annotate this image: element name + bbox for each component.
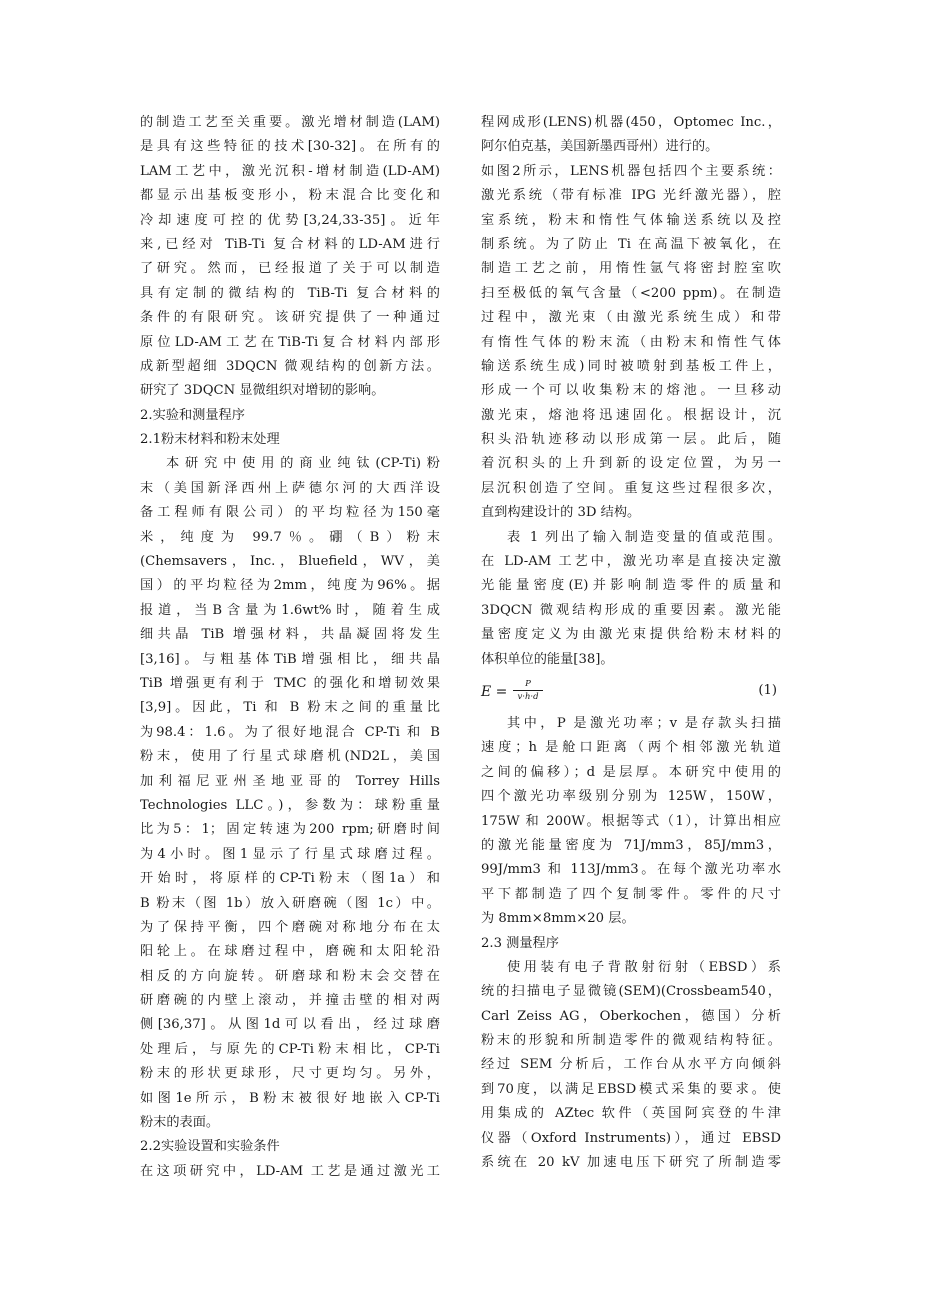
text-line: 仪器（Oxford Instruments)），通过 EBSD [481, 1130, 781, 1146]
text-line: 的激光能量密度为 71J/mm3，85J/mm3， [481, 837, 781, 853]
right-column [481, 111, 781, 1175]
text-line: 本研究中使用的商业纯钛(CP-Ti)粉 [166, 456, 440, 472]
text-line: 积头沿轨迹移动以形成第一层。此后，随 [481, 432, 781, 448]
text-line: 制系统。为了防止 Ti 在高温下被氧化，在 [481, 236, 781, 252]
text-line: 阿尔伯克基，美国新墨西哥州）进行的。 [481, 139, 719, 155]
text-line: 激光束，熔池将迅速固化。根据设计，沉 [481, 407, 781, 423]
text-line: Carl Zeiss AG，Oberkochen，德国）分析 [481, 1008, 781, 1024]
text-line: 直到构建设计的 3D 结构。 [481, 505, 641, 521]
text-line: 在 LD-AM 工艺中，激光功率是直接决定激 [481, 554, 781, 570]
text-line: 有惰性气体的粉末流（由粉末和惰性气体 [481, 334, 781, 350]
text-line: 原位LD-AM工艺在TiB-Ti复合材料内部形 [140, 334, 440, 350]
text-line: 量密度定义为由激光束提供给粉末材料的 [481, 627, 781, 643]
text-line: 为 8mm×8mm×20 层。 [481, 911, 635, 927]
text-line: 之间的偏移）；d 是层厚。本研究中使用的 [481, 764, 781, 780]
text-line: [3,9]。因此，Ti 和 B 粉末之间的重量比 [140, 700, 440, 716]
text-line: 经过 SEM 分析后，工作台从水平方向倾斜 [481, 1057, 781, 1073]
text-line: 国）的平均粒径为2mm，纯度为96%。据 [140, 578, 440, 594]
text-line: 细共晶 TiB 增强材料，共晶凝固将发生 [140, 627, 440, 643]
right-column-bottom-text [481, 712, 781, 1175]
text-line: 的制造工艺至关重要。激光增材制造(LAM) [140, 115, 440, 130]
text-line: 冷却速度可控的优势[3,24,33-35]。近年 [140, 212, 440, 228]
text-line: 激光系统（带有标准 IPG 光纤激光器），腔 [481, 188, 781, 204]
text-line: TiB 增强更有利于 TMC 的强化和增韧效果 [140, 675, 440, 691]
text-line: (Chemsavers，Inc.，Bluefield，WV，美 [140, 554, 440, 570]
equation-fraction [513, 678, 543, 703]
text-line: 处理后，与原先的CP-Ti粉末相比，CP-Ti [140, 1041, 440, 1057]
text-line: 在这项研究中，LD-AM 工艺是通过激光工 [140, 1163, 440, 1179]
text-line: 程网成形(LENS)机器(450，Optomec Inc.， [481, 115, 781, 130]
text-line: 过程中，激光束（由激光系统生成）和带 [481, 310, 781, 326]
text-line: 光能量密度(E)并影响制造零件的质量和 [481, 578, 781, 594]
text-line: 形成一个可以收集粉末的熔池。一旦移动 [481, 383, 781, 399]
equation-denominator: v·h·d [517, 691, 539, 702]
text-line: 相反的方向旋转。研磨球和粉末会交替在 [140, 968, 440, 984]
text-line: 具有定制的微结构的 TiB-Ti 复合材料的 [140, 285, 440, 301]
text-line: 平下都制造了四个复制零件。零件的尺寸 [481, 886, 781, 902]
text-line: 如图1e所示，B粉末被很好地嵌入CP-Ti [140, 1090, 440, 1106]
text-line: 系统在 20 kV 加速电压下研究了所制造零 [481, 1155, 781, 1171]
text-line: 层沉积创造了空间。重复这些过程很多次， [481, 480, 781, 496]
text-line: 着沉积头的上升到新的设定位置，为另一 [481, 456, 781, 472]
text-line: 粉末，使用了行星式球磨机(ND2L，美国 [140, 749, 440, 765]
text-line: 到70度，以满足EBSD模式采集的要求。使 [481, 1081, 781, 1097]
text-line: 侧[36,37]。从图1d可以看出，经过球磨 [140, 1017, 440, 1033]
text-line: 如图2所示，LENS机器包括四个主要系统： [481, 163, 781, 179]
text-line: 加利福尼亚州圣地亚哥的 Torrey Hills [140, 773, 440, 789]
left-column [140, 111, 440, 1184]
text-line: 末（美国新泽西州上萨德尔河的大西洋设 [140, 480, 440, 496]
equation-numerator: P [513, 678, 543, 691]
text-line: 3DQCN 微观结构形成的重要因素。激光能 [481, 602, 781, 618]
text-line: 粉末的形状更球形，尺寸更均匀。另外， [140, 1066, 440, 1082]
text-line: 为了保持平衡，四个磨碗对称地分布在太 [140, 919, 440, 935]
text-line: 来,已经对 TiB-Ti 复合材料的LD-AM进行 [140, 236, 440, 252]
text-line: 开始时，将原样的CP-Ti粉末（图1a）和 [140, 871, 440, 887]
text-line: B 粉末（图 1b）放入研磨碗（图 1c）中。 [140, 895, 440, 911]
text-line: 2.3 测量程序 [481, 935, 559, 951]
text-line: 175W 和 200W。根据等式（1），计算出相应 [481, 813, 781, 829]
text-line: 米，纯度为 99.7％。硼（B）粉末 [140, 529, 440, 545]
equation-lhs: E = [481, 683, 508, 700]
text-line: 99J/mm3 和 113J/mm3。在每个激光功率水 [481, 862, 781, 878]
equation-number: (1) [758, 682, 777, 698]
text-line: 四个激光功率级别分别为 125W，150W， [481, 789, 781, 805]
text-line: 了研究。然而，已经报道了关于可以制造 [140, 261, 440, 277]
text-line: 为98.4：1.6。为了很好地混合 CP-Ti 和 B [140, 724, 440, 740]
text-line: 比为5：1；固定转速为200 rpm;研磨时间 [140, 822, 440, 838]
text-line: 表 1 列出了输入制造变量的值或范围。 [507, 529, 781, 545]
text-line: 输送系统生成)同时被喷射到基板工件上， [481, 358, 781, 374]
text-line: 阳轮上。在球磨过程中，磨碗和太阳轮沿 [140, 944, 440, 960]
text-line: 成新型超细 3DQCN 微观结构的创新方法。 [140, 358, 440, 374]
text-line: 室系统，粉末和惰性气体输送系统以及控 [481, 212, 781, 228]
text-line: 2.实验和测量程序 [140, 407, 245, 423]
text-line: 2.2实验设置和实验条件 [140, 1139, 280, 1155]
text-line: 备工程师有限公司）的平均粒径为150毫 [140, 505, 440, 521]
text-line: [3,16]。与粗基体TiB增强相比，细共晶 [140, 651, 440, 667]
text-line: 使用装有电子背散射衍射（EBSD）系 [507, 959, 781, 975]
text-line: 粉末的形貌和所制造零件的微观结构特征。 [481, 1033, 781, 1049]
text-line: 速度；h 是舱口距离（两个相邻激光轨道 [481, 740, 781, 756]
text-line: 2.1粉末材料和粉末处理 [140, 432, 280, 448]
equation-1 [481, 678, 781, 708]
text-line: 都显示出基板变形小，粉末混合比变化和 [140, 188, 440, 204]
text-line: 研究了 3DQCN 显微组织对增韧的影响。 [140, 383, 385, 399]
text-line: 条件的有限研究。该研究提供了一种通过 [140, 310, 440, 326]
text-line: LAM工艺中，激光沉积-增材制造(LD-AM) [140, 163, 440, 179]
right-column-top-text [481, 111, 781, 672]
text-line: 为4小时。图1显示了行星式球磨过程。 [140, 846, 440, 862]
text-line: 粉末的表面。 [140, 1115, 220, 1131]
text-line: 统的扫描电子显微镜(SEM)(Crossbeam540， [481, 984, 781, 1000]
text-line: 其中，P 是激光功率；v 是存款头扫描 [507, 715, 781, 731]
text-line: Technologies LLC。)，参数为：球粉重量 [140, 797, 440, 813]
text-line: 体积单位的能量[38]。 [481, 651, 614, 667]
text-line: 用集成的 AZtec 软件（英国阿宾登的牛津 [481, 1106, 781, 1122]
text-line: 报道，当B含量为1.6wt%时，随着生成 [140, 602, 440, 618]
text-line: 制造工艺之前，用惰性氩气将密封腔室吹 [481, 261, 781, 277]
text-line: 是具有这些特征的技术[30-32]。在所有的 [140, 139, 440, 155]
text-line: 研磨碗的内壁上滚动，并撞击壁的相对两 [140, 993, 440, 1009]
text-line: 扫至极低的氧气含量（<200 ppm)。在制造 [481, 285, 781, 301]
